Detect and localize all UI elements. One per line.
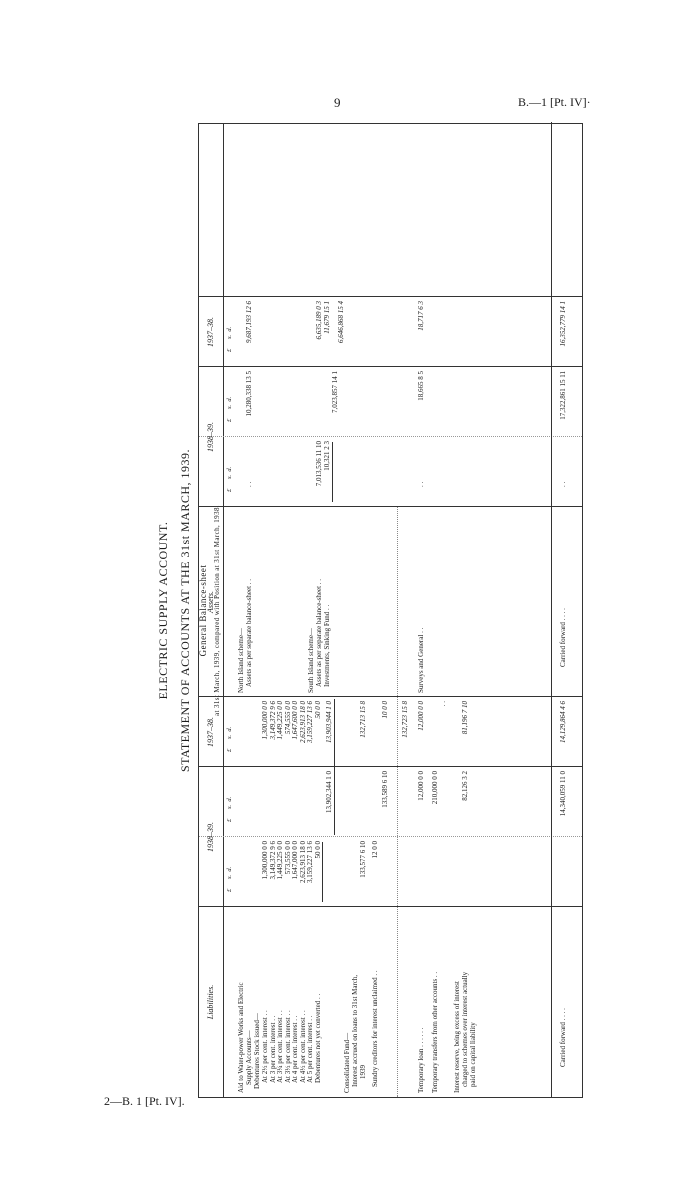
south-island-total-1939: 7,023,857 14 1 [331,371,339,413]
lsd-heading: £ s. d. [226,796,233,822]
debenture-1939: 3,159,227 13 6 [306,841,314,883]
interest-accrued-1939: 133,577 6 10 [359,841,367,878]
interest-reserve-label-2: charged to schemes over interest actually [461,971,469,1087]
debenture-1938: 1,449,225 0 0 [276,701,284,740]
debenture-label: At 3 per cent. interest . . [268,1015,277,1083]
lsd-heading: £ s. d. [226,326,233,352]
debenture-1939: 3,149,372 9 6 [268,841,277,880]
col-divider [199,436,582,437]
col-divider [199,506,582,507]
interest-accrued-year: 1939 [359,1065,367,1079]
header-rule [223,124,224,1097]
debenture-1939: 1,300,000 0 0 [261,841,269,880]
assets-carried-forward-label: Carried forward . . . . [559,608,567,667]
north-island-dots: . . [245,481,253,487]
aid-heading: Aid to Water-power Works and Electric [237,982,245,1093]
assets-carried-forward-1939: 17,322,861 15 11 [559,371,567,420]
debenture-1939: 1,647,000 0 0 [291,841,299,880]
liabilities-1939-heading: 1938–39. [206,822,215,852]
north-island-1939: 10,280,338 13 5 [245,371,253,417]
debenture-label: At 3½ per cent. interest . . [283,1010,292,1083]
debenture-1938: 1,647,600 0 0 [291,701,299,740]
balance-sheet-table [198,123,583,1098]
debenture-label: Debentures not yet converted . . [313,993,322,1083]
balance-sheet-landscape [150,123,590,1098]
south-island-label: South Island scheme— [307,628,315,693]
south-island-assets-1939: 7,013,536 11 10 [315,441,323,487]
assets-carried-forward-1938: 16,352,779 14 1 [559,301,567,347]
col-divider [199,296,582,297]
temporary-loan-1939: 12,000 0 0 [417,771,425,801]
temporary-transfers-label: Temporary transfers from other accounts . . [431,971,439,1093]
debenture-label: At 2½ per cent. interest . . [261,1010,269,1083]
surveys-label: Surveys and General . . [417,627,425,693]
debenture-1939: 1,449,225 0 0 [276,841,284,880]
account-title: ELECTRIC SUPPLY ACCOUNT. [156,521,170,700]
sheet-subtitle: at 31st March, 1939, compared with Position at 31st March, 1938. [213,504,221,717]
aid-total-1938: 13,903,944 1 0 [325,701,333,743]
lsd-heading: £ s. d. [226,866,233,892]
surveys-1939: 18,665 8 5 [417,371,425,401]
south-island-total-1938: 6,646,868 15 4 [337,301,345,343]
debenture-label: At 4½ per cent. interest . . [298,1010,307,1083]
col-divider [199,766,582,767]
page-number: 9 [334,95,341,110]
debenture-1938: 1,300,000 0 0 [261,701,269,740]
debenture-1938: 2,623,913 18 0 [298,701,307,743]
col-divider [199,836,582,837]
debenture-1939: 2,623,913 18 0 [298,841,307,883]
temporary-loan-label: Temporary loan . . . . . . [417,1027,425,1093]
south-island-assets-label: Assets as per separate balance-sheet . . [315,578,323,687]
debenture-1938: 3,159,227 13 6 [306,701,314,743]
interest-reserve-1938: 81,196 7 10 [461,701,469,735]
debenture-1939: 573,555 0 0 [283,841,292,875]
liabilities-heading: Liabilities. [206,984,215,1020]
temporary-transfers-1939: 210,000 0 0 [431,771,439,805]
assets-1938-heading: 1937–38. [206,317,215,347]
temporary-loan-1938: 12,000 0 0 [417,701,425,731]
liabilities-carried-forward-label: Carried forward . . . . [559,1008,567,1067]
debenture-1938: 50 0 0 [313,701,322,719]
surveys-1938: 18,717 6 3 [417,301,425,331]
interest-reserve-1939: 82,126 3 2 [461,771,469,801]
surveys-dots: . . [417,481,425,487]
section-rule [397,507,398,1097]
aid-total-1939: 13,902,344 1 0 [325,771,333,813]
south-island-investments-1938: 11,679 15 1 [323,301,331,334]
liabilities-carried-forward-1939: 14,340,059 11 0 [559,771,567,817]
interest-accrued-label: Interest accrued on loans to 31st March, [351,974,359,1087]
statement-title: STATEMENT OF ACCOUNTS AT THE 31st MARCH, 1939. [178,448,192,773]
interest-reserve-label-3: paid on capital liability [469,1022,477,1087]
sundry-creditors-1939: 12 0 0 [371,841,379,859]
assets-1939-heading: 1938–39. [206,422,215,452]
lsd-heading: £ s. d. [226,466,233,492]
subtotal-rule [332,442,333,502]
carried-forward-rule [551,122,552,1097]
sundry-creditors-1938: 10 0 0 [381,701,389,719]
south-island-investments-1939: 10,321 2 3 [323,441,331,471]
consolidated-total-1938: 132,723 15 8 [401,701,409,738]
total-rule [334,699,335,835]
supply-accounts-label: Supply Accounts— [245,1030,253,1085]
col-divider [199,906,582,907]
liabilities-1938-heading: 1937–38. [206,717,215,747]
col-divider [199,366,582,367]
lsd-heading: £ s. d. [226,396,233,422]
debenture-1939: 50 0 0 [313,841,322,859]
consolidated-fund-label: Consolidated Fund— [343,1032,351,1093]
col-divider [199,696,582,697]
lsd-heading: £ s. d. [226,726,233,752]
interest-accrued-1938: 132,713 15 8 [359,701,367,738]
debentures-issued-label: Debentures Stock issued— [253,1013,261,1089]
temporary-transfers-1938: . . [439,701,447,707]
assets-heading: Assets. [206,591,215,613]
document-reference-bottom: 2—B. 1 [Pt. IV]. [104,1094,185,1108]
subtotal-rule [322,842,323,902]
debenture-1938: 574,555 0 0 [283,701,292,735]
consolidated-total-1939: 133,589 6 10 [381,771,389,808]
sheet-title: General Balance-sheet [198,564,208,657]
debenture-label: At 4 per cent. interest . . [291,1015,299,1083]
interest-reserve-label: Interest reserve, being excess of interest [453,981,461,1093]
document-reference-top: B.—1 [Pt. IV]· [518,95,591,109]
north-island-1938: 9,687,193 12 6 [245,301,253,343]
assets-carried-dots: . . [559,481,567,487]
sundry-creditors-label: Sundry creditors for interest unclaimed . . [371,970,379,1087]
south-island-assets-1938: 6,635,189 0 3 [315,301,323,340]
north-island-label: North Island scheme— [237,628,245,693]
debenture-label: At 5 per cent. interest . . [306,1015,314,1083]
debenture-1938: 3,149,372 9 6 [268,701,277,740]
liabilities-carried-forward-1938: 14,129,864 4 6 [559,701,567,743]
debenture-label: At 3¼ per cent. interest . . [276,1010,284,1083]
south-island-investments-label: Investments, Sinking Fund . . [323,604,331,687]
north-island-assets-label: Assets as per separate balance-sheet . . [245,578,253,687]
